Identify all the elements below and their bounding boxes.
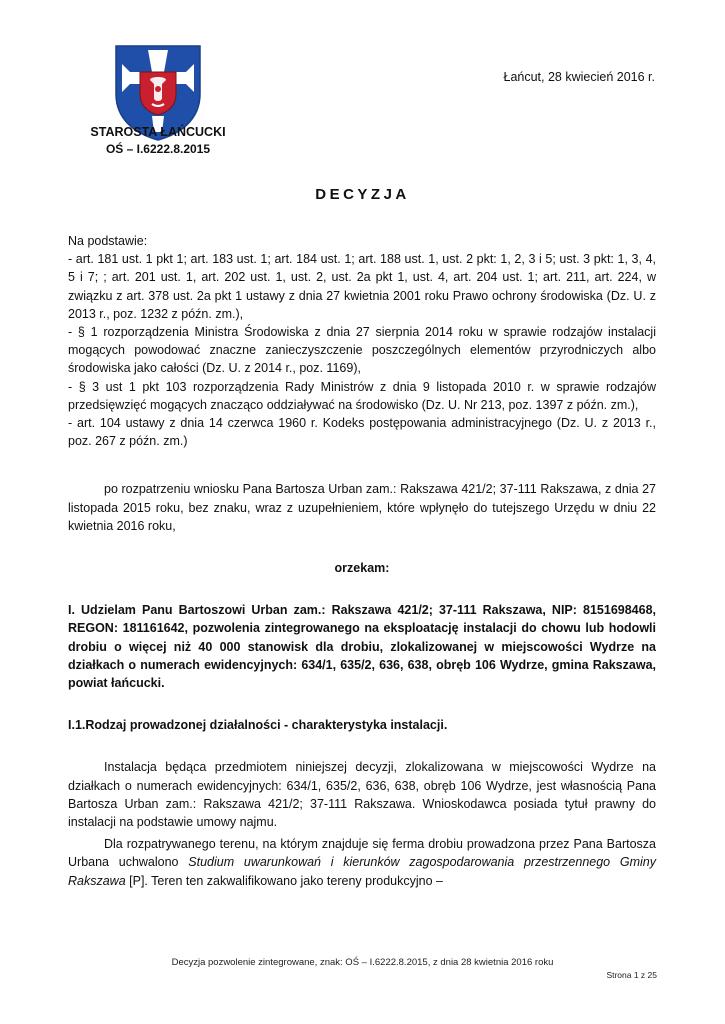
page-footer: Decyzja pozwolenie zintegrowane, znak: OŚ – I.6222.8.2015, z dnia 28 kwietnia 2016 roku — [171, 957, 554, 968]
legal-basis-item: - art. 104 ustawy z dnia 14 czerwca 1960 r. Kodeks postępowania administracyjnego (Dz. U. z 2013 r., poz. 267 z późn. zm.) — [68, 416, 656, 449]
para2-italic-title: Studium uwarunkowań i kierunków zagospodarowania przestrzennego Gminy Rakszawa — [68, 855, 656, 888]
section-I1-heading: I.1.Rodzaj prowadzonej działalności - charakterystyka instalacji. — [68, 718, 448, 733]
decision-section-I: I. Udzielam Panu Bartoszowi Urban zam.: Rakszawa 421/2; 37-111 Rakszawa, NIP: 8151698468, REGON: 181161642, pozwolenia zintegrowanego na eksploatację instalacji do chowu lub hodowli drobiu o więcej niż 40 000 stanowisk dla drobiu, zlokalizowanej w miejscowości Wydrze na działkach o numerach ewidencyjnych: 634/1, 635/2, 636, 638, obręb 106 Wydrze, gmina Rakszawa, powiat łańcucki. — [68, 603, 656, 691]
legal-basis-item: - § 1 rozporządzenia Ministra Środowiska z dnia 27 sierpnia 2014 roku w sprawie rodzajów instalacji mogących powodować znaczne zanieczyszczenie poszczególnych elementów przyrodniczych albo środowiska jako całości (Dz. U. z 2014 r., poz. 1169), — [68, 325, 656, 376]
legal-basis-item: - art. 181 ust. 1 pkt 1; art. 183 ust. 1; art. 184 ust. 1; art. 188 ust. 1, ust. 2 pkt: 1, 2, 3 i 5; ust. 3 pkt: 1, 3, 4, 5 i 7; ; art. 201 ust. 1, art. 202 ust. 1, ust. 2, ust. 2a pkt 1, ust. 4, art. 204 ust. 1; art. 211, art. 224, w związku z art. 378 ust. 2a pkt 1 ustawy z dnia 27 kwietnia 2001 roku Prawo ochrony środowiska (Dz. U. z 2013 r., poz. 1232 z późn. zm.), — [68, 252, 656, 321]
ruling-heading: orzekam: — [334, 561, 390, 576]
legal-basis-item: - § 3 ust 1 pkt 103 rozporządzenia Rady Ministrów z dnia 9 listopada 2010 r. w sprawie rodzajów przedsięwzięć mogących znacząco oddziaływać na środowisko (Dz. U. Nr 213, poz. 1397 z późn. zm.), — [68, 379, 656, 412]
page-number: Strona 1 z 25 — [606, 970, 657, 980]
para2-text-b: [P]. Teren ten zakwalifikowano jako tereny produkcyjno – — [125, 873, 443, 888]
section-I1-paragraph-1: Instalacja będąca przedmiotem niniejszej decyzji, zlokalizowana w miejscowości Wydrze na działkach o numerach ewidencyjnych: 634/1, 635/2, 636, 638, obręb 106 Wydrze, jest własnością Pana Bartosza Urban zam.: Rakszawa 421/2; 37-111 Rakszawa. Wnioskodawca posiada tytuł prawny do instalacji na podstawie umowy najmu. — [68, 760, 656, 830]
consideration-paragraph: po rozpatrzeniu wniosku Pana Bartosza Urban zam.: Rakszawa 421/2; 37-111 Rakszawa, z dnia 27 listopada 2015 roku, bez znaku, wraz z uzupełnieniem, które wpłynęło do tutejszego Urzędu w dniu 22 kwietnia 2016 roku, — [68, 482, 656, 533]
document-title: DECYZJA — [315, 186, 410, 203]
document-date: Łańcut, 28 kwiecień 2016 r. — [503, 70, 655, 84]
case-number: OŚ – I.6222.8.2015 — [105, 142, 211, 156]
para2-text-a: Dla rozpatrywanego terenu, na którym znajduje się ferma drobiu prowadzona przez Pana Bartosza Urbana uchwalono — [68, 837, 656, 870]
issuing-authority — [72, 124, 244, 158]
section-I1-paragraph-2 — [68, 835, 656, 890]
document-body — [68, 232, 656, 890]
authority-name: STAROSTA ŁAŃCUCKI — [90, 125, 226, 139]
basis-intro: Na podstawie: — [68, 234, 148, 248]
